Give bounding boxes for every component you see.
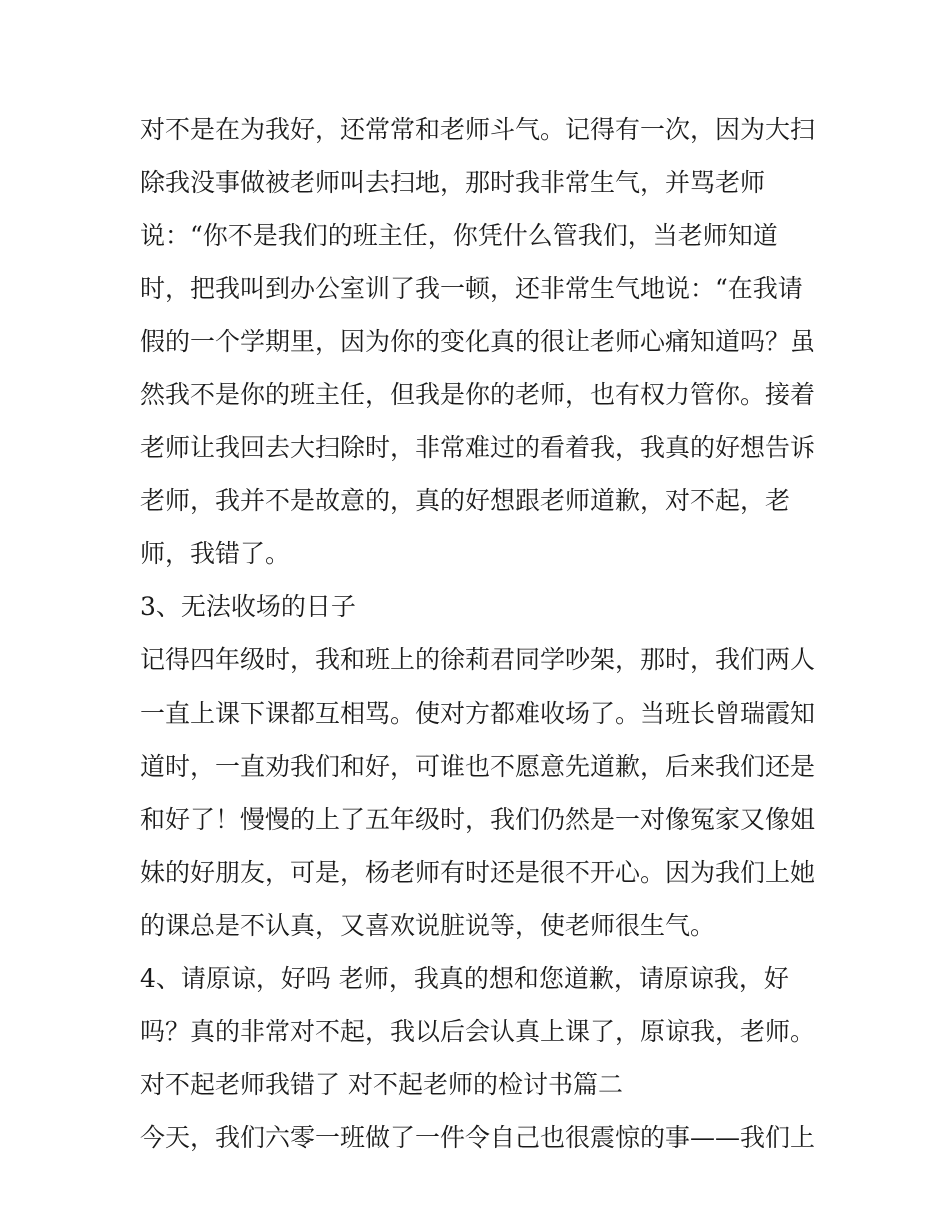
text-line: 假的一个学期里，因为你的变化真的很让老师心痛知道吗？虽 (140, 327, 816, 357)
text-line: 道时，一直劝我们和好，可谁也不愿意先道歉，后来我们还是 (140, 751, 816, 781)
text-line: 说：“你不是我们的班主任，你凭什么管我们，当老师知道 (140, 221, 778, 251)
text-line: 和好了！慢慢的上了五年级时，我们仍然是一对像冤家又像姐 (140, 804, 816, 834)
article-title: 对不起老师我错了 对不起老师的检讨书篇二 (140, 1069, 623, 1099)
text-line: 今天，我们六零一班做了一件令自己也很震惊的事——我们上 (140, 1122, 816, 1152)
section-heading: 4、请原谅，好吗 老师，我真的想和您道歉，请原谅我，好 (140, 963, 789, 993)
text-line: 一直上课下课都互相骂。使对方都难收场了。当班长曾瑞霞知 (140, 698, 816, 728)
text-line: 除我没事做被老师叫去扫地，那时我非常生气，并骂老师 (140, 168, 766, 198)
text-line: 时，把我叫到办公室训了我一顿，还非常生气地说：“在我请 (140, 274, 803, 304)
document-body (140, 109, 820, 1170)
text-line: 师，我错了。 (140, 539, 291, 569)
text-line: 老师，我并不是故意的，真的好想跟老师道歉，对不起，老 (140, 486, 791, 516)
text-line: 对不是在为我好，还常常和老师斗气。记得有一次，因为大扫 (140, 115, 816, 144)
text-line: 然我不是你的班主任，但我是你的老师，也有权力管你。接着 (140, 380, 816, 410)
text-line: 的课总是不认真，又喜欢说脏说等，使老师很生气。 (140, 910, 716, 940)
text-line: 吗？真的非常对不起，我以后会认真上课了，原谅我，老师。 (140, 1016, 816, 1046)
text-line: 记得四年级时，我和班上的徐莉君同学吵架，那时，我们两人 (140, 645, 816, 675)
section-heading: 3、无法收场的日子 (140, 592, 356, 622)
text-line: 老师让我回去大扫除时，非常难过的看着我，我真的好想告诉 (140, 433, 816, 463)
text-line: 妹的好朋友，可是，杨老师有时还是很不开心。因为我们上她 (140, 857, 816, 887)
